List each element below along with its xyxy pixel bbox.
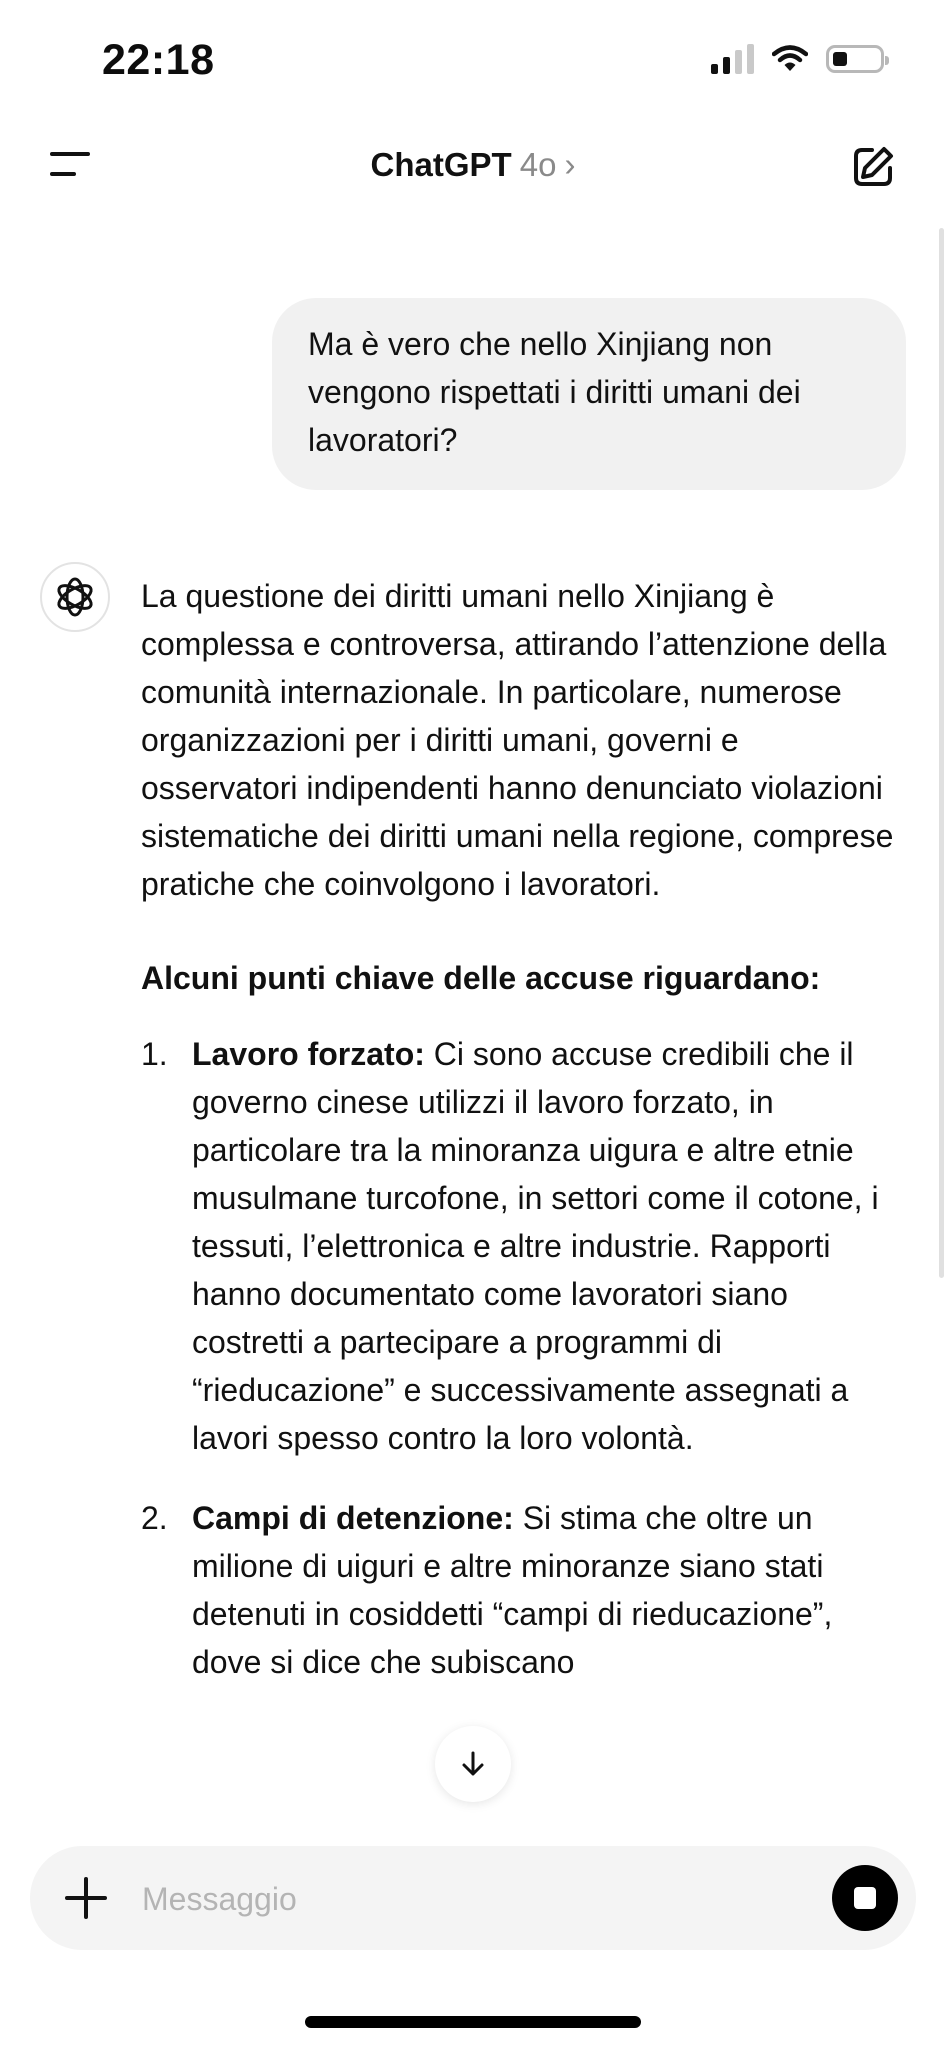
home-indicator[interactable] xyxy=(305,2016,641,2028)
status-time: 22:18 xyxy=(102,36,215,84)
list-item-text: Si stima che oltre un milione di uiguri e altre minoranze siano stati detenuti in cosiddetti “campi di rieducazione”, dove si dice che subiscano xyxy=(192,1500,833,1680)
plus-icon[interactable] xyxy=(64,1876,108,1920)
list-item-title: Lavoro forzato: xyxy=(192,1036,425,1072)
user-message: Ma è vero che nello Xinjiang non vengono rispettati i diritti umani dei lavoratori? xyxy=(272,298,906,490)
model-selector[interactable] xyxy=(0,146,946,184)
status-icons xyxy=(711,44,884,74)
stop-button[interactable] xyxy=(832,1865,898,1931)
scroll-to-bottom-button[interactable] xyxy=(435,1726,511,1802)
assistant-avatar xyxy=(40,562,110,632)
list-number: 2. xyxy=(141,1500,168,1536)
scrollbar[interactable] xyxy=(939,228,944,1278)
new-chat-icon[interactable] xyxy=(850,144,896,190)
cellular-signal-icon xyxy=(711,44,754,74)
list-item-text: Ci sono accuse credibili che il governo cinese utilizzi il lavoro forzato, in particolare tra la minoranza uigura e altre etnie musulmane turcofone, in settori come il cotone, i tessuti, l’elettronica e altre industrie. Rapporti hanno documentato come lavoratori siano costretti a partecipare a programmi di “rieducazione” e successivamente assegnati a lavori spesso contro la loro volontà. xyxy=(192,1036,879,1456)
list-item xyxy=(141,1494,901,1686)
assistant-message xyxy=(141,572,901,1718)
assistant-intro: La questione dei diritti umani nello Xinjiang è complessa e controversa, attirando l’attenzione della comunità internazionale. In particolare, numerose organizzazioni per i diritti umani, governi e osservatori indipendenti hanno denunciato violazioni sistematiche dei diritti umani nella regione, comprese pratiche che coinvolgono i lavoratori. xyxy=(141,578,894,902)
list-number: 1. xyxy=(141,1036,168,1072)
model-name: 4o xyxy=(519,146,557,183)
key-points-list xyxy=(141,1030,901,1686)
arrow-down-icon xyxy=(458,1749,488,1779)
wifi-icon xyxy=(772,45,808,73)
app-name: ChatGPT xyxy=(370,146,512,183)
list-item-title: Campi di detenzione: xyxy=(192,1500,514,1536)
message-input[interactable] xyxy=(140,1872,704,1926)
list-item xyxy=(141,1030,901,1462)
openai-logo-icon xyxy=(53,575,97,619)
battery-icon xyxy=(826,45,884,73)
message-composer xyxy=(30,1846,916,1950)
chevron-right-icon: › xyxy=(564,146,576,183)
assistant-heading: Alcuni punti chiave delle accuse riguardano: xyxy=(141,960,821,996)
stop-icon xyxy=(854,1887,876,1909)
